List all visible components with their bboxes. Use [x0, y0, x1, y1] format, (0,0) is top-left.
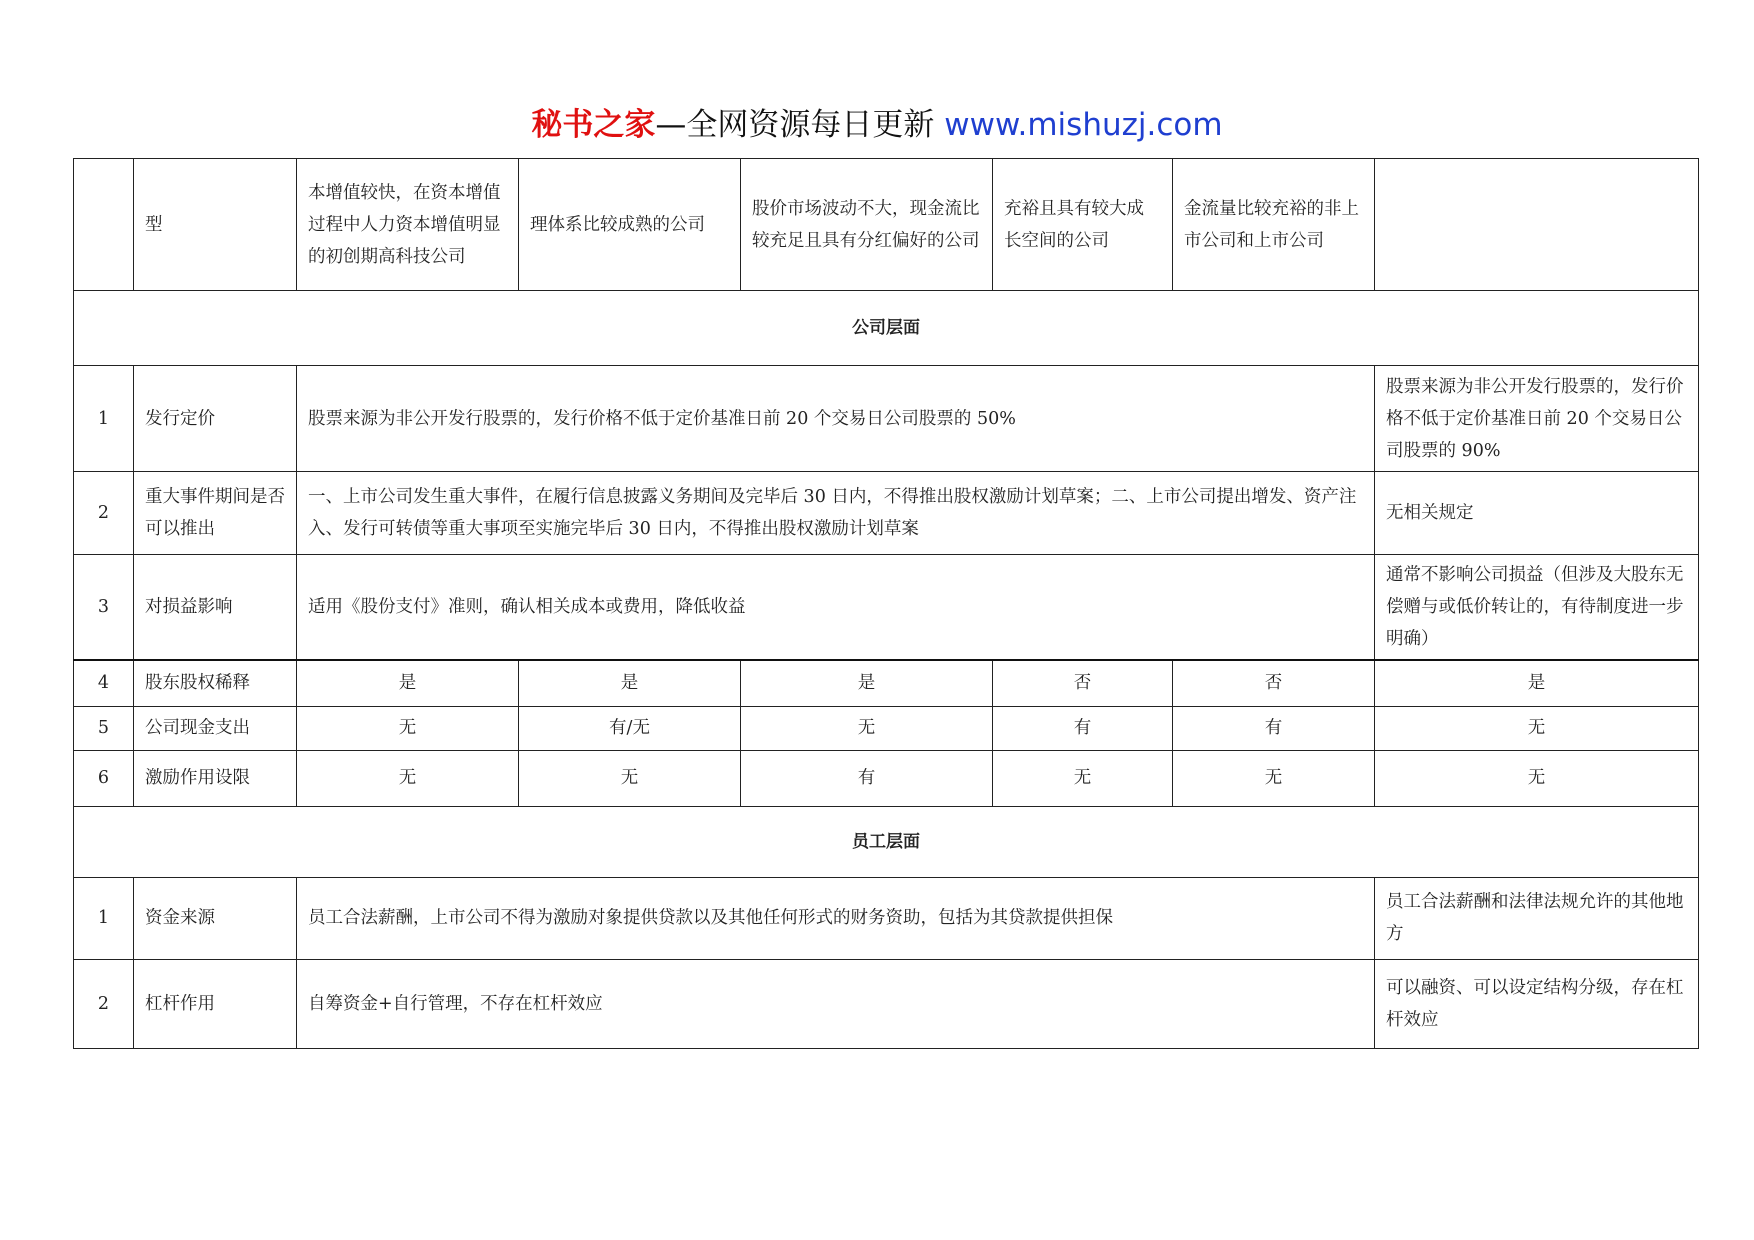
row-number: 4 [74, 660, 134, 706]
grid-cell: 有 [1173, 706, 1375, 750]
row-last: 无相关规定 [1375, 472, 1699, 555]
type-row-label: 型 [134, 159, 297, 291]
section-row [74, 291, 1699, 366]
table-row [74, 472, 1699, 555]
grid-cell: 无 [741, 706, 993, 750]
page-header [0, 100, 1754, 150]
type-cell-3: 股价市场波动不大，现金流比较充足且具有分红偏好的公司 [741, 159, 993, 291]
table-row [74, 366, 1699, 472]
row-item: 杠杆作用 [134, 959, 297, 1048]
row-main: 自筹资金+自行管理，不存在杠杆效应 [297, 959, 1375, 1048]
grid-cell: 有 [741, 750, 993, 806]
header-tagline: —全网资源每日更新 [655, 107, 945, 143]
row-main: 一、上市公司发生重大事件，在履行信息披露义务期间及完毕后 30 日内，不得推出股权激励计划草案；二、上市公司提出增发、资产注入、发行可转债等重大事项至实施完毕后 30 日内，不得推出股权激励计划草案 [297, 472, 1375, 555]
section-title-employee: 员工层面 [74, 806, 1699, 877]
row-number: 6 [74, 750, 134, 806]
grid-cell: 否 [1173, 660, 1375, 706]
grid-cell: 是 [519, 660, 741, 706]
table-row [74, 706, 1699, 750]
row-main: 员工合法薪酬，上市公司不得为激励对象提供贷款以及其他任何形式的财务资助，包括为其贷款提供担保 [297, 877, 1375, 959]
comparison-table [73, 158, 1699, 1049]
row-item: 激励作用设限 [134, 750, 297, 806]
header-url[interactable]: www.mishuzj.com [944, 107, 1223, 143]
grid-cell: 有/无 [519, 706, 741, 750]
table-row [74, 877, 1699, 959]
row-item: 资金来源 [134, 877, 297, 959]
type-cell-5: 金流量比较充裕的非上市公司和上市公司 [1173, 159, 1375, 291]
type-row [74, 159, 1699, 291]
type-cell-4: 充裕且具有较大成长空间的公司 [993, 159, 1173, 291]
row-item: 股东股权稀释 [134, 660, 297, 706]
row-main: 适用《股份支付》准则，确认相关成本或费用，降低收益 [297, 555, 1375, 661]
row-main: 股票来源为非公开发行股票的，发行价格不低于定价基准日前 20 个交易日公司股票的 50% [297, 366, 1375, 472]
row-number: 2 [74, 472, 134, 555]
row-item: 公司现金支出 [134, 706, 297, 750]
row-item: 重大事件期间是否可以推出 [134, 472, 297, 555]
row-number: 3 [74, 555, 134, 661]
grid-cell: 无 [1375, 750, 1699, 806]
type-cell-2: 理体系比较成熟的公司 [519, 159, 741, 291]
grid-cell: 是 [1375, 660, 1699, 706]
row-item: 对损益影响 [134, 555, 297, 661]
row-number: 1 [74, 366, 134, 472]
grid-cell: 无 [993, 750, 1173, 806]
type-cell-1: 本增值较快，在资本增值过程中人力资本增值明显的初创期高科技公司 [297, 159, 519, 291]
grid-cell: 是 [741, 660, 993, 706]
table-row [74, 750, 1699, 806]
grid-cell: 无 [1375, 706, 1699, 750]
table-row [74, 959, 1699, 1048]
grid-cell: 无 [297, 706, 519, 750]
grid-cell: 无 [1173, 750, 1375, 806]
row-number: 5 [74, 706, 134, 750]
row-number: 1 [74, 877, 134, 959]
section-row [74, 806, 1699, 877]
row-item: 发行定价 [134, 366, 297, 472]
row-last: 通常不影响公司损益（但涉及大股东无偿赠与或低价转让的，有待制度进一步明确） [1375, 555, 1699, 661]
row-last: 员工合法薪酬和法律法规允许的其他地方 [1375, 877, 1699, 959]
grid-cell: 无 [297, 750, 519, 806]
table-row [74, 555, 1699, 661]
grid-cell: 有 [993, 706, 1173, 750]
type-row-num [74, 159, 134, 291]
row-last: 可以融资、可以设定结构分级，存在杠杆效应 [1375, 959, 1699, 1048]
type-cell-6 [1375, 159, 1699, 291]
header-brand: 秘书之家 [531, 107, 656, 143]
table-row [74, 660, 1699, 706]
row-last: 股票来源为非公开发行股票的，发行价格不低于定价基准日前 20 个交易日公司股票的 90% [1375, 366, 1699, 472]
grid-cell: 是 [297, 660, 519, 706]
grid-cell: 否 [993, 660, 1173, 706]
row-number: 2 [74, 959, 134, 1048]
grid-cell: 无 [519, 750, 741, 806]
section-title-company: 公司层面 [74, 291, 1699, 366]
